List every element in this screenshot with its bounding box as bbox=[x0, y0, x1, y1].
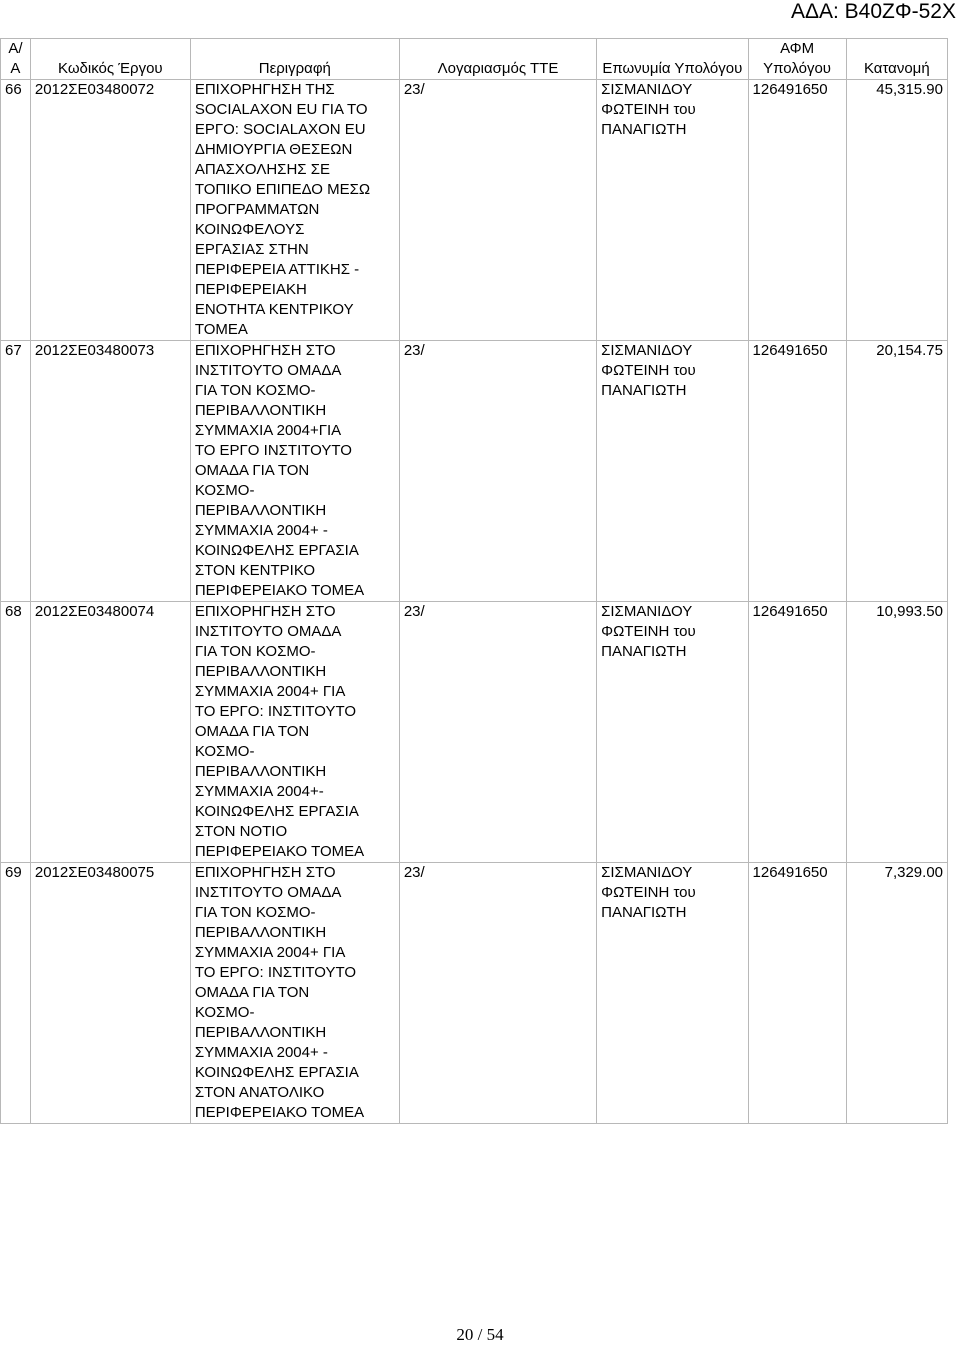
cell-code: 2012ΣΕ03480073 bbox=[30, 341, 190, 602]
page-current: 20 bbox=[456, 1325, 474, 1344]
cell-aa: 69 bbox=[1, 863, 31, 1124]
cell-name: ΣΙΣΜΑΝΙΔΟΥ ΦΩΤΕΙΝΗ του ΠΑΝΑΓΙΩΤΗ bbox=[597, 341, 748, 602]
page-total: 54 bbox=[486, 1325, 504, 1344]
col-header-code: Κωδικός Έργου bbox=[30, 39, 190, 80]
col-header-aa: Α/Α bbox=[1, 39, 31, 80]
cell-code: 2012ΣΕ03480072 bbox=[30, 80, 190, 341]
cell-name: ΣΙΣΜΑΝΙΔΟΥ ΦΩΤΕΙΝΗ του ΠΑΝΑΓΙΩΤΗ bbox=[597, 80, 748, 341]
col-header-description: Περιγραφή bbox=[190, 39, 399, 80]
cell-description: ΕΠΙΧΟΡΗΓΗΣΗ ΣΤΟ ΙΝΣΤΙΤΟΥΤΟ ΟΜΑΔΑ ΓΙΑ ΤΟΝ ΚΟΣΜΟ- ΠΕΡΙΒΑΛΛΟΝΤΙΚΗ ΣΥΜΜΑΧΙΑ 2004+ ΓΙΑ ΤΟ ΕΡΓΟ: ΙΝΣΤΙΤΟΥΤΟ ΟΜΑΔΑ ΓΙΑ ΤΟΝ ΚΟΣΜΟ- ΠΕΡΙΒΑΛΛΟΝΤΙΚΗ ΣΥΜΜΑΧΙΑ 2004+ - ΚΟΙΝΩΦΕΛΗΣ ΕΡΓΑΣΙΑ ΣΤΟΝ ΑΝΑΤΟΛΙΚΟ ΠΕΡΙΦΕΡΕΙΑΚΟ ΤΟΜΕΑ bbox=[190, 863, 399, 1124]
table-row bbox=[1, 602, 948, 863]
col-header-name: Επωνυμία Υπολόγου bbox=[597, 39, 748, 80]
cell-afm: 126491650 bbox=[748, 80, 846, 341]
ada-code: ΑΔΑ: Β40ΖΦ-52Χ bbox=[790, 0, 956, 23]
cell-allocation: 45,315.90 bbox=[846, 80, 947, 341]
page-separator: / bbox=[477, 1325, 483, 1344]
cell-account: 23/ bbox=[399, 341, 596, 602]
cell-code: 2012ΣΕ03480074 bbox=[30, 602, 190, 863]
cell-description: ΕΠΙΧΟΡΗΓΗΣΗ ΤΗΣ SOCIALAXON EU ΓΙΑ ΤΟ ΕΡΓΟ: SOCIALAXON EU ΔΗΜΙΟΥΡΓΙΑ ΘΕΣΕΩΝ ΑΠΑΣΧΟΛΗΣΗΣ ΣΕ ΤΟΠΙΚΟ ΕΠΙΠΕΔΟ ΜΕΣΩ ΠΡΟΓΡΑΜΜΑΤΩΝ ΚΟΙΝΩΦΕΛΟΥΣ ΕΡΓΑΣΙΑΣ ΣΤΗΝ ΠΕΡΙΦΕΡΕΙΑ ΑΤΤΙΚΗΣ - ΠΕΡΙΦΕΡΕΙΑΚΗ ΕΝΟΤΗΤΑ ΚΕΝΤΡΙΚΟΥ ΤΟΜΕΑ bbox=[190, 80, 399, 341]
page-number bbox=[0, 1325, 960, 1345]
cell-allocation: 20,154.75 bbox=[846, 341, 947, 602]
cell-name: ΣΙΣΜΑΝΙΔΟΥ ΦΩΤΕΙΝΗ του ΠΑΝΑΓΙΩΤΗ bbox=[597, 602, 748, 863]
allocation-table bbox=[0, 38, 948, 1124]
cell-account: 23/ bbox=[399, 80, 596, 341]
table-header-row bbox=[1, 39, 948, 80]
table-row bbox=[1, 863, 948, 1124]
cell-aa: 66 bbox=[1, 80, 31, 341]
cell-account: 23/ bbox=[399, 602, 596, 863]
cell-code: 2012ΣΕ03480075 bbox=[30, 863, 190, 1124]
table-row bbox=[1, 341, 948, 602]
cell-account: 23/ bbox=[399, 863, 596, 1124]
cell-allocation: 10,993.50 bbox=[846, 602, 947, 863]
col-header-allocation: Κατανομή bbox=[846, 39, 947, 80]
col-header-afm: ΑΦΜ Υπολόγου bbox=[748, 39, 846, 80]
cell-afm: 126491650 bbox=[748, 602, 846, 863]
cell-aa: 67 bbox=[1, 341, 31, 602]
cell-description: ΕΠΙΧΟΡΗΓΗΣΗ ΣΤΟ ΙΝΣΤΙΤΟΥΤΟ ΟΜΑΔΑ ΓΙΑ ΤΟΝ ΚΟΣΜΟ- ΠΕΡΙΒΑΛΛΟΝΤΙΚΗ ΣΥΜΜΑΧΙΑ 2004+ΓΙΑ ΤΟ ΕΡΓΟ ΙΝΣΤΙΤΟΥΤΟ ΟΜΑΔΑ ΓΙΑ ΤΟΝ ΚΟΣΜΟ- ΠΕΡΙΒΑΛΛΟΝΤΙΚΗ ΣΥΜΜΑΧΙΑ 2004+ - ΚΟΙΝΩΦΕΛΗΣ ΕΡΓΑΣΙΑ ΣΤΟΝ ΚΕΝΤΡΙΚΟ ΠΕΡΙΦΕΡΕΙΑΚΟ ΤΟΜΕΑ bbox=[190, 341, 399, 602]
cell-afm: 126491650 bbox=[748, 341, 846, 602]
cell-name: ΣΙΣΜΑΝΙΔΟΥ ΦΩΤΕΙΝΗ του ΠΑΝΑΓΙΩΤΗ bbox=[597, 863, 748, 1124]
col-header-account: Λογαριασμός ΤΤΕ bbox=[399, 39, 596, 80]
cell-aa: 68 bbox=[1, 602, 31, 863]
cell-afm: 126491650 bbox=[748, 863, 846, 1124]
cell-allocation: 7,329.00 bbox=[846, 863, 947, 1124]
table-row bbox=[1, 80, 948, 341]
cell-description: ΕΠΙΧΟΡΗΓΗΣΗ ΣΤΟ ΙΝΣΤΙΤΟΥΤΟ ΟΜΑΔΑ ΓΙΑ ΤΟΝ ΚΟΣΜΟ- ΠΕΡΙΒΑΛΛΟΝΤΙΚΗ ΣΥΜΜΑΧΙΑ 2004+ ΓΙΑ ΤΟ ΕΡΓΟ: ΙΝΣΤΙΤΟΥΤΟ ΟΜΑΔΑ ΓΙΑ ΤΟΝ ΚΟΣΜΟ- ΠΕΡΙΒΑΛΛΟΝΤΙΚΗ ΣΥΜΜΑΧΙΑ 2004+- ΚΟΙΝΩΦΕΛΗΣ ΕΡΓΑΣΙΑ ΣΤΟΝ ΝΟΤΙΟ ΠΕΡΙΦΕΡΕΙΑΚΟ ΤΟΜΕΑ bbox=[190, 602, 399, 863]
